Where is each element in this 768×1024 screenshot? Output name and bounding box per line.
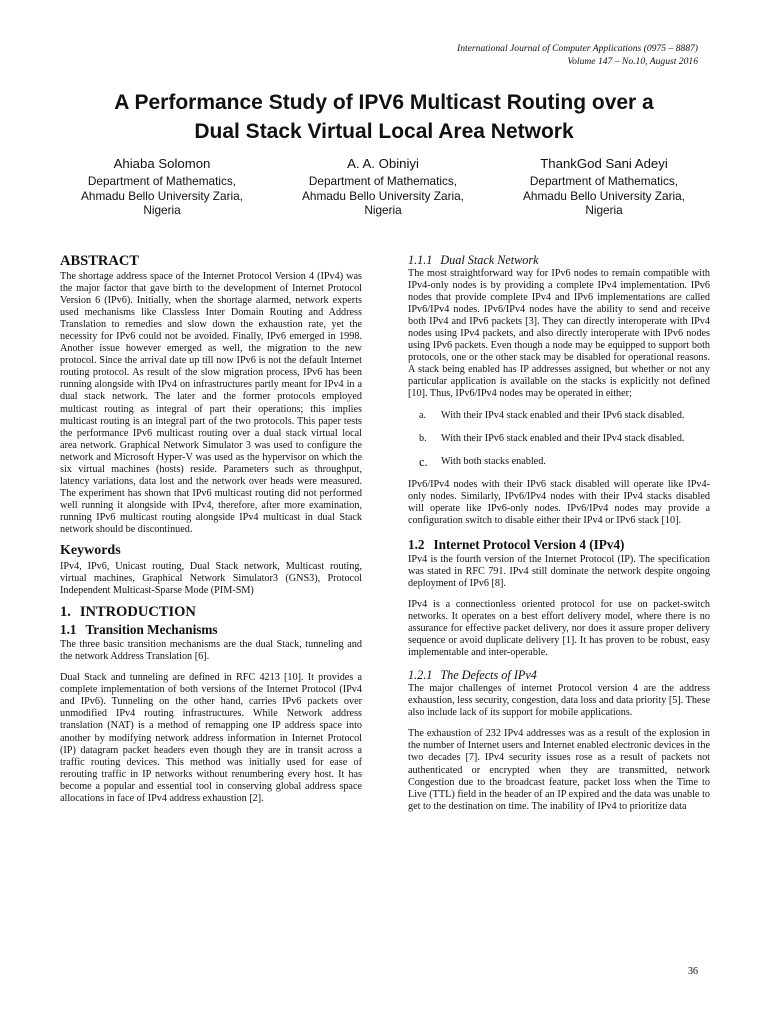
section-heading-introduction <box>60 604 362 621</box>
subsection-number: 1.2 <box>408 536 425 552</box>
paper-title <box>60 88 708 146</box>
paragraph: Dual Stack and tunneling are defined in RFC 4213 [10]. It provides a complete implementation of both versions of the Internet Protocol (IPv4 and IPv6). Tunneling on the other hand, carries IPv6 packets over unmodified IPv4 routing infrastructures. While Network address translation (NAT) is a method of remapping one IP address space into another by modifying network address information in Internet Protocol (IP) datagram packet headers even though they are in transit across a traffic routing devices. This method was initially used for ease of rerouting traffic in IP networks without renumbering every host. It has become a popular and essential tool in conserving global address space allocations in face of IPv4 address exhaustion [2]. <box>60 672 362 804</box>
stack-options-list <box>408 410 710 468</box>
subsubsection-number: 1.2.1 <box>408 668 433 683</box>
author-name: Ahiaba Solomon <box>113 156 211 171</box>
keywords-text: IPv4, IPv6, Unicast routing, Dual Stack network, Multicast routing, virtual machines, Graphical Network Simulator3 (GNS3), Protocol Independent Multicast-Sparse Mode (PIM-SM) <box>60 561 362 597</box>
subsection-title: Internet Protocol Version 4 (IPv4) <box>433 536 625 552</box>
paragraph: The exhaustion of 232 IPv4 addresses was as a result of the explosion in the number of Internet users and Internet enabled electronic devices in the two decades [7]. IPv4 security issues rose as a result of packets not authenticated or encrypted when they are transmitted, network Congestion due to the broadcast feature, packet loss when the Time to Live (TTL) field in the header of an IP expired and the data was unable to get to the destination on time. The inability of IPv4 to prioritize data <box>408 728 710 812</box>
list-item <box>408 410 710 422</box>
list-item <box>408 456 710 468</box>
journal-header <box>457 42 698 68</box>
subsubsection-heading-dual-stack <box>408 253 710 267</box>
paragraph: IPv4 is the fourth version of the Internet Protocol (IP). The specification was stated in RFC 791. IPv4 still dominate the network despite ongoing deployment of IPv6 [8]. <box>408 553 710 589</box>
journal-name: International Journal of Computer Applications (0975 – 8887) <box>457 43 698 54</box>
subsubsection-title: Dual Stack Network <box>440 253 539 267</box>
list-item-text: With both stacks enabled. <box>441 455 546 467</box>
paragraph: IPv4 is a connectionless oriented protocol for use on packet-switch networks. It operates on a best effort delivery model, where there is no assurance for effective packet delivery, nor does it assure proper delivery sequence or avoid duplicate delivery [1]. It has proven to be robust, easy implementable and inter-operable. <box>408 598 710 659</box>
author-institution: Ahmadu Bello University Zaria, <box>81 188 243 203</box>
right-column <box>408 253 710 813</box>
subsubsection-heading-defects <box>408 668 710 682</box>
abstract-heading: ABSTRACT <box>60 253 139 269</box>
author-institution: Ahmadu Bello University Zaria, <box>302 188 464 203</box>
list-item-text: With their IPv6 stack enabled and their IPv4 stack disabled. <box>441 432 685 444</box>
author-block <box>509 156 699 218</box>
author-department: Department of Mathematics, <box>308 174 458 188</box>
author-institution: Ahmadu Bello University Zaria, <box>523 188 685 203</box>
author-block <box>67 156 257 218</box>
list-marker: a. <box>419 409 427 421</box>
paragraph: IPv6/IPv4 nodes with their IPv6 stack disabled will operate like IPv4-only nodes. Similarly, IPv6/IPv4 nodes with their IPv4 stacks disabled will operate like IPv6-only nodes. IPv6/IPv4 nodes may provide a configuration switch to disable either their IPv4 or IPv6 stack [10]. <box>408 478 710 526</box>
paragraph: The most straightforward way for IPv6 nodes to remain compatible with IPv4-only nodes is by providing a complete IPv4 implementation. IPv6 nodes that provide complete IPv4 and IPv6 implementations are called IPv6/IPv4 nodes. IPv6/IPv4 nodes have the ability to send and receive both IPv4 and IPv6 packets [3]. They can directly interoperate with IPv4 nodes using IPv4 packets, and also directly interoperate with IPv6 nodes using IPv6 packets. Even though a node may be equipped to support both protocols, one or the other stack may be disabled for operational reasons. A stack being enabled has IP addresses assigned, but whether or not any particular application is available on the stacks is explicitly not defined [10]. Thus, IPv6/IPv4 nodes may be operated in either; <box>408 268 710 400</box>
subsection-heading-transition <box>60 622 362 638</box>
paragraph: The major challenges of internet Protocol version 4 are the address exhaustion, less security, congestion, data loss and data priority [5]. These also include lack of its support for mobile applications. <box>408 683 710 719</box>
list-marker: b. <box>419 432 427 444</box>
subsubsection-title: The Defects of IPv4 <box>440 668 537 683</box>
subsection-heading-ipv4 <box>408 537 710 553</box>
page-number: 36 <box>687 966 698 977</box>
keywords-heading: Keywords <box>60 543 121 559</box>
subsection-number: 1.1 <box>60 622 77 638</box>
title-line-1: A Performance Study of IPV6 Multicast Routing over a <box>114 91 654 114</box>
left-column <box>60 253 362 805</box>
author-country: Nigeria <box>364 203 402 217</box>
author-block <box>288 156 478 218</box>
subsubsection-number: 1.1.1 <box>408 253 433 267</box>
list-item <box>408 433 710 445</box>
author-department: Department of Mathematics, <box>87 174 237 188</box>
paragraph: The three basic transition mechanisms are the dual Stack, tunneling and the network Address Translation [6]. <box>60 639 362 663</box>
author-name: ThankGod Sani Adeyi <box>540 156 668 171</box>
title-line-2: Dual Stack Virtual Local Area Network <box>194 120 574 143</box>
list-marker: c. <box>419 454 428 469</box>
journal-volume: Volume 147 – No.10, August 2016 <box>567 56 698 67</box>
section-title: INTRODUCTION <box>79 604 196 621</box>
subsection-title: Transition Mechanisms <box>85 622 218 638</box>
author-country: Nigeria <box>585 203 623 217</box>
abstract-text: The shortage address space of the Internet Protocol Version 4 (IPv4) was the major factor that gave birth to the development of Internet Protocol Version 6 (IPv6). Initially, when the shortage alarmed, network experts used mechanisms like Classless Inter Domain Routing and Address Translation to remedies and slow down the exhaustion rate, yet the necessity for IPv6 could not be avoided. Finally, IPv6 emerged in 1998. Another issue however emerged as well, the migration to the new protocol. Since the arrival date up till now IPv6 is not the default Internet routing protocol. As result of the slow migration process, IPv6 has been running alongside with IPv4 on infrastructures partly meant for IPv4 in a dual stack network. The later and the former protocols employed multicast routing as integral of part their operations; this implies multicast routing is an integral part of the two protocols. This paper tests the performance IPv6 multicast routing over a dual stack virtual local area network. Graphical Network Simulator 3 was used to configure the network and Microsoft Hyper-V was used as the hypervisor on which the six virtual machines (hosts) reside. Parameters such as throughput, latency variations, data lost and the network over heads were measured. The experiment has shown that IPv6 multicast routing did not performed well running it alongside with IPv4, therefore, after more examination, running IPv6 multicast routing alongside IPv4 multicast in dual Stack network should be discontinued. <box>60 271 362 535</box>
author-name: A. A. Obiniyi <box>347 156 419 171</box>
section-number: 1. <box>60 604 71 621</box>
author-country: Nigeria <box>143 203 181 217</box>
list-item-text: With their IPv4 stack enabled and their IPv6 stack disabled. <box>441 409 685 421</box>
author-department: Department of Mathematics, <box>529 174 679 188</box>
